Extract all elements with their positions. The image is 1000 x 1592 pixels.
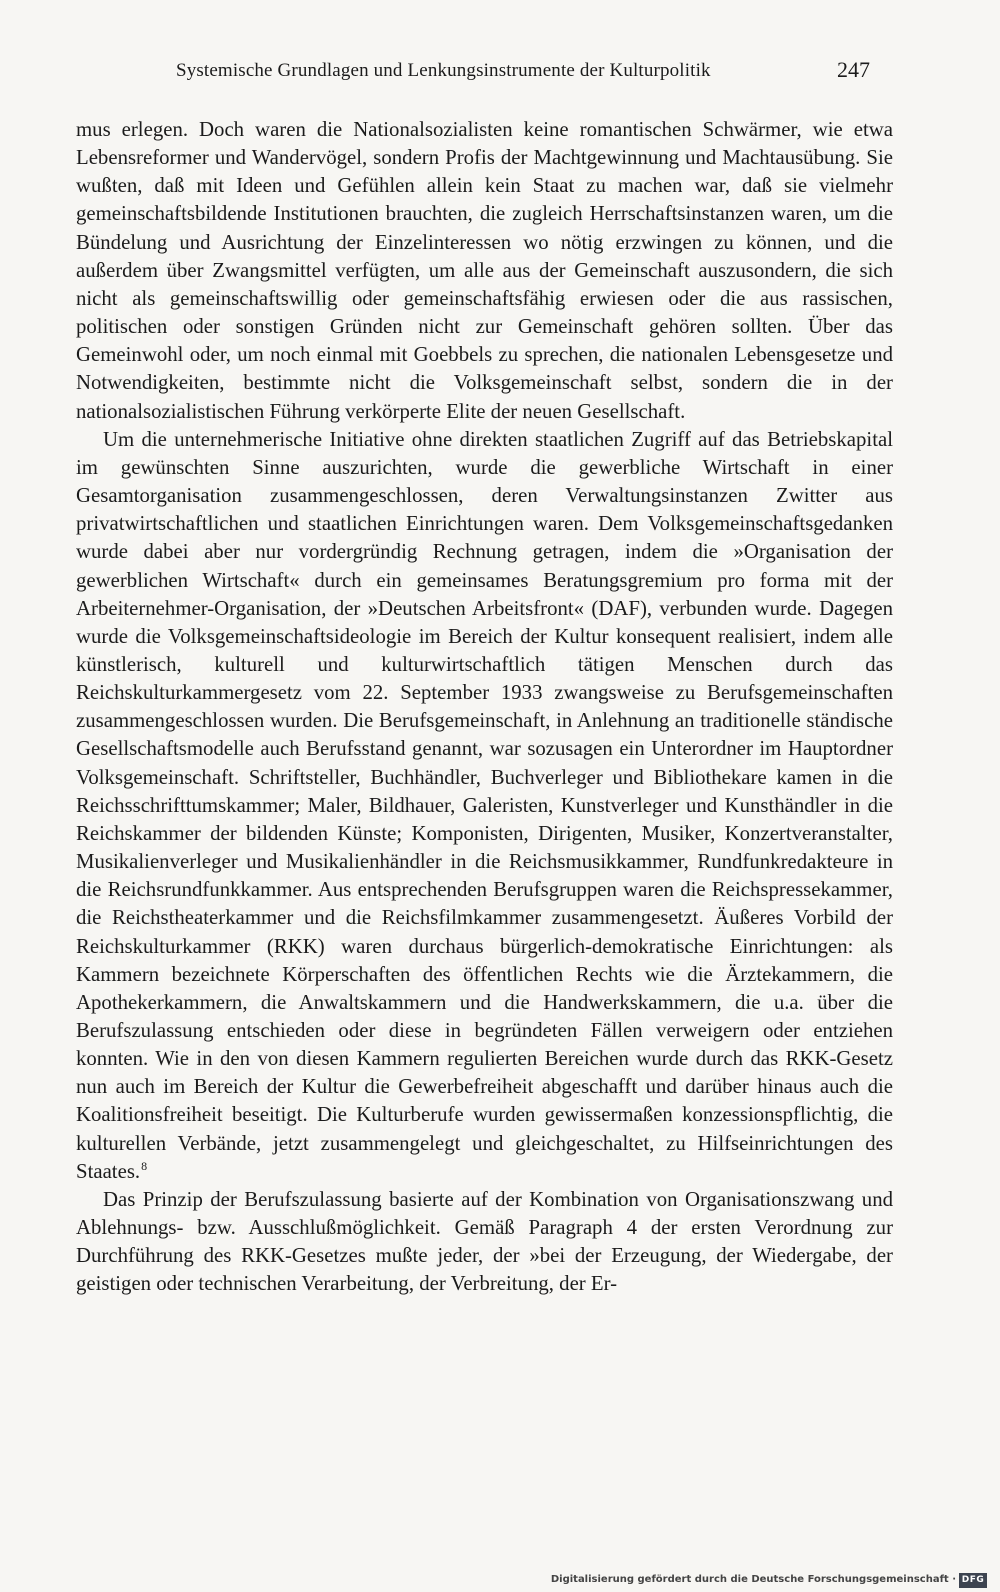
dfg-logo: DFG <box>959 1573 987 1588</box>
footnote-ref-8[interactable]: 8 <box>141 1158 148 1173</box>
paragraph-2 <box>76 426 893 1186</box>
paragraph-1-text: mus erlegen. Doch waren die Nationalsozialisten keine romantischen Schwärmer, wie etwa Lebensreformer und Wandervögel, sondern Profis der Machtgewinnung und Machtausübung. Sie wußten, daß mit Ideen und Gefühlen allein kein Staat zu machen war, daß sie vielmehr gemeinschaftsbildende Institutionen brauchten, die zugleich Herrschaftsinstanzen waren, um die Bündelung und Ausrichtung der Einzelinteressen wo nötig erzwingen zu können, und die außerdem über Zwangsmittel verfügten, um alle aus der Gemeinschaft auszusondern, die sich nicht als gemeinschaftswillig oder gemeinschaftsfähig erwiesen oder die aus rassischen, politischen oder sonstigen Gründen nicht zur Gemeinschaft gehören sollten. Über das Gemeinwohl oder, um noch einmal mit Goebbels zu sprechen, die nationalen Lebensgesetze und Notwendigkeiten, bestimmte nicht die Volksgemeinschaft selbst, sondern die in der nationalsozialistischen Führung verkörperte Elite der neuen Gesellschaft. <box>76 118 893 423</box>
running-title: Systemische Grundlagen und Lenkungsinstrumente der Kulturpolitik <box>176 60 711 81</box>
page-number: 247 <box>837 57 870 82</box>
paragraph-3 <box>76 1186 893 1299</box>
paragraph-3-text: Das Prinzip der Berufszulassung basierte auf der Kombination von Organisationszwang und Ablehnungs- bzw. Ausschlußmöglichkeit. Gemäß Paragraph 4 der ersten Verordnung zur Durchführung des RKK-Gesetzes mußte jeder, der »bei der Erzeugung, der Wiedergabe, der geistigen oder technischen Verarbeitung, der Verbreitung, der Er- <box>76 1187 893 1296</box>
running-head <box>170 57 870 90</box>
digitization-caption: Digitalisierung gefördert durch die Deutsche Forschungsgemeinschaft · <box>550 1574 956 1585</box>
paragraph-1 <box>76 116 893 426</box>
paragraph-2-text: Um die unternehmerische Initiative ohne direkten staatlichen Zugriff auf das Betriebskapital im gewünschten Sinne auszurichten, wurde die gewerbliche Wirtschaft in einer Gesamtorganisation zusammengeschlossen, deren Verwaltungsinstanzen Zwitter aus privatwirtschaftlichen und staatlichen Einrichtungen waren. Dem Volksgemeinschaftsgedanken wurde dabei aber nur vordergründig Rechnung getragen, indem die »Organisation der gewerblichen Wirtschaft« durch ein gemeinsames Beratungsgremium pro forma mit der Arbeiternehmer-Organisation, der »Deutschen Arbeitsfront« (DAF), verbunden wurde. Dagegen wurde die Volksgemeinschaftsideologie im Bereich der Kultur konsequent realisiert, indem alle künstlerisch, kulturell und kulturwirtschaftlich tätigen Menschen durch das Reichskulturkammergesetz vom 22. September 1933 zwangsweise zu Berufsgemeinschaften zusammengeschlossen wurden. Die Berufsgemeinschaft, in Anlehnung an traditionelle ständische Gesellschaftsmodelle auch Berufsstand genannt, war sozusagen ein Unterordner im Hauptordner Volksgemeinschaft. Schriftsteller, Buchhändler, Buchverleger und Bibliothekare kamen in die Reichsschrifttumskammer; Maler, Bildhauer, Galeristen, Kunstverleger und Kunsthändler in die Reichskammer der bildenden Künste; Komponisten, Dirigenten, Musiker, Konzertveranstalter, Musikalienverleger und Musikalienhändler in die Reichsmusikkammer, Rundfunkredakteure in die Reichsrundfunkkammer. Aus entsprechenden Berufsgruppen waren die Reichspressekammer, die Reichstheaterkammer und die Reichsfilmkammer zusammengesetzt. Äußeres Vorbild der Reichskulturkammer (RKK) waren durchaus bürgerlich-demokratische Einrichtungen: als Kammern bezeichnete Körperschaften des öffentlichen Rechts wie die Ärztekammern, die Apothekerkammern, die Anwaltskammern und die Handwerkskammern, die u.a. über die Berufszulassung entschieden oder diese in begründeten Fällen verweigern oder entziehen konnten. Wie in den von diesen Kammern regulierten Bereichen wurde durch das RKK-Gesetz nun auch im Bereich der Kultur die Gewerbefreiheit abgeschafft und darüber hinaus auch die Koalitionsfreiheit beseitigt. Die Kulturberufe wurden gewissermaßen konzessionspflichtig, die kulturellen Verbände, jetzt zusammengelegt und gleichgeschaltet, zu Hilfseinrichtungen des Staates. <box>76 427 893 1183</box>
body-text <box>76 116 893 1299</box>
digitization-footer <box>0 1570 1000 1592</box>
